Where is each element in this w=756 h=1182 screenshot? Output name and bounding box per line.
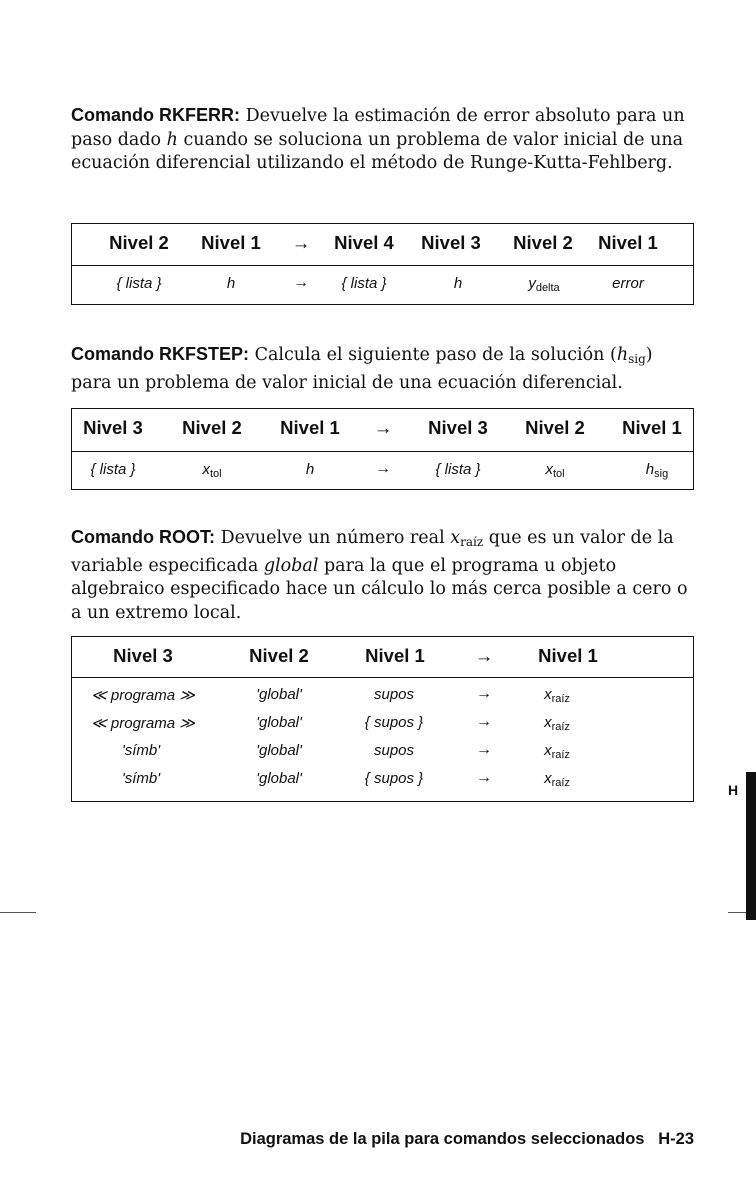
table-header: Nivel 3: [83, 417, 143, 438]
table-cell: $x_{raíz}$: [544, 742, 570, 761]
table-cell: $y_{delta}$: [528, 275, 560, 294]
table-header-row: [72, 637, 693, 678]
table-cell: $x_{raíz}$: [544, 714, 570, 733]
section-tab-bar: [746, 772, 756, 920]
table-cell: 'símb': [121, 770, 161, 787]
arrow-icon: →: [375, 460, 391, 477]
table-header: Nivel 2: [182, 417, 242, 438]
arrow-icon: →: [291, 232, 311, 253]
table-cell: 'símb': [121, 742, 161, 759]
table-header: Nivel 3: [421, 232, 481, 253]
root-command: Comando ROOT:: [71, 527, 215, 547]
table-header: Nivel 2: [525, 417, 585, 438]
arrow-icon: →: [476, 769, 492, 786]
table-header: Nivel 1: [598, 232, 658, 253]
table-header-row: [72, 409, 693, 452]
table-cell: supos: [373, 686, 415, 703]
rkferr-command: Comando RKFERR:: [71, 105, 240, 125]
margin-rule: [0, 912, 36, 913]
table-header: Nivel 4: [334, 232, 394, 253]
table-cell: { supos }: [364, 770, 424, 787]
table-cell: $x_{tol}$: [202, 461, 222, 480]
rkfstep-description: Comando RKFSTEP: Calcula el siguiente paso de la solución $(h_{sig})$ para un problema de valor inicial de una ecuación diferencial.: [71, 344, 653, 393]
table-header-row: [72, 224, 693, 266]
arrow-icon: →: [474, 645, 494, 666]
table-cell: supos: [373, 742, 415, 759]
table-cell: 'global': [256, 742, 302, 759]
table-header: Nivel 3: [113, 645, 173, 666]
table-cell: error: [612, 275, 644, 292]
table-header: Nivel 2: [513, 232, 573, 253]
table-header: Nivel 1: [280, 417, 340, 438]
table-header: Nivel 1: [365, 645, 425, 666]
page-footer: Diagramas de la pila para comandos seleccionados H-23: [240, 1130, 694, 1148]
table-cell: { lista }: [341, 275, 387, 292]
table-cell: $h_{sig}$: [645, 461, 669, 480]
table-cell: h: [453, 275, 463, 292]
table-cell: $x_{raíz}$: [544, 770, 570, 789]
table-cell: h: [305, 461, 315, 478]
table-cell: $x_{raíz}$: [544, 686, 570, 705]
table-cell: { lista }: [90, 461, 136, 478]
table-header: Nivel 1: [538, 645, 598, 666]
rkferr-description: Comando RKFERR: Devuelve la estimación de error absoluto para un paso dado h cuando se soluciona un problema de valor inicial de una ecuación diferencial utilizando el método de Runge-Kutta-Fehlberg.: [71, 105, 685, 174]
root-description: Comando ROOT: Devuelve un número real $x_{raíz}$ que es un valor de la variable especificada global para la que el programa u objeto algebraico especificado hace un cálculo lo más cerca posible a cero o a un extremo local.: [71, 527, 688, 623]
table-cell: ≪ programa ≫: [91, 715, 195, 732]
table-cell: h: [226, 275, 236, 292]
arrow-icon: →: [476, 713, 492, 730]
table-header: Nivel 3: [428, 417, 488, 438]
arrow-icon: →: [476, 685, 492, 702]
rkfstep-stack-table: [71, 408, 694, 490]
table-cell: { supos }: [364, 714, 424, 731]
table-header: Nivel 2: [249, 645, 309, 666]
margin-rule: [728, 912, 746, 913]
root-stack-table: [71, 636, 694, 802]
table-cell: 'global': [256, 770, 302, 787]
table-cell: 'global': [256, 686, 302, 703]
rkferr-stack-table: [71, 223, 694, 305]
table-header: Nivel 1: [622, 417, 682, 438]
arrow-icon: →: [373, 417, 393, 438]
table-header: Nivel 2: [109, 232, 169, 253]
table-header: Nivel 1: [201, 232, 261, 253]
section-tab-letter: H: [728, 782, 739, 798]
table-cell: $x_{tol}$: [545, 461, 565, 480]
table-cell: { lista }: [435, 461, 481, 478]
table-cell: 'global': [256, 714, 302, 731]
table-cell: { lista }: [116, 275, 162, 292]
table-cell: ≪ programa ≫: [91, 687, 195, 704]
arrow-icon: →: [476, 741, 492, 758]
arrow-icon: →: [293, 274, 309, 291]
rkfstep-command: Comando RKFSTEP:: [71, 344, 249, 364]
